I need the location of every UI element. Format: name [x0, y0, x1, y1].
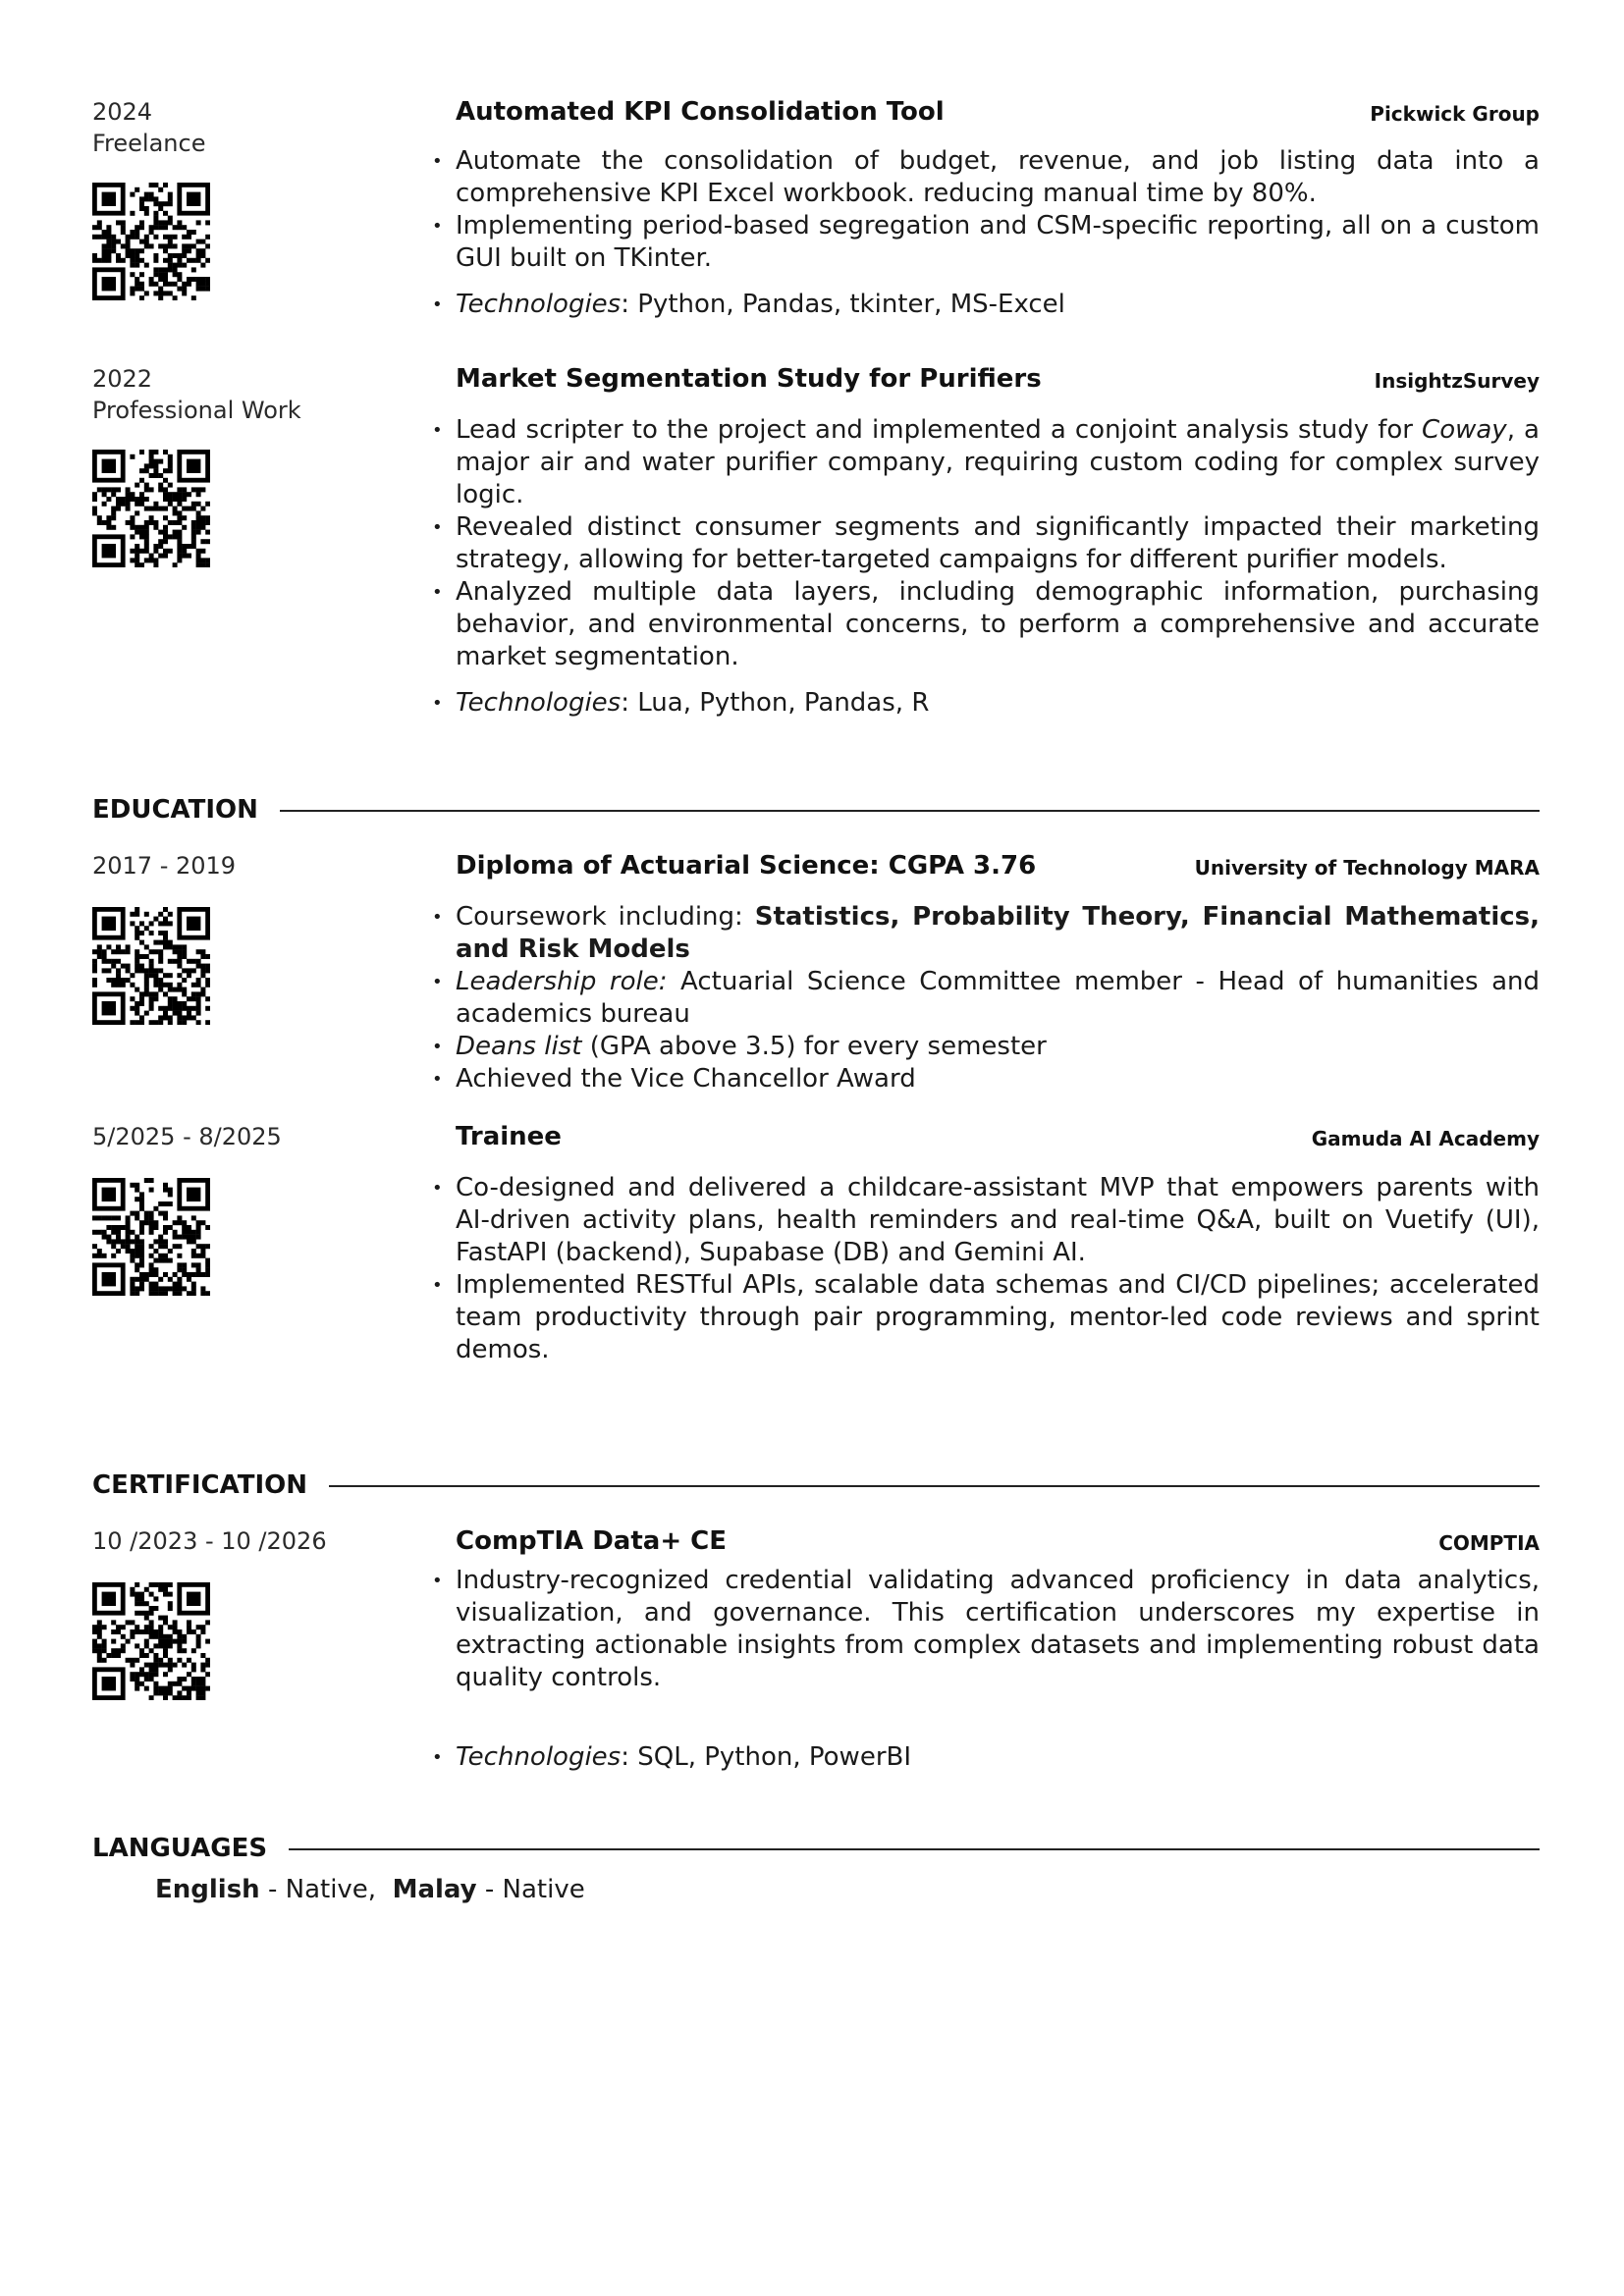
section-heading-certification [92, 1468, 1540, 1502]
deans-list-label: Deans list [456, 1032, 582, 1061]
experience-entry-kpi-tool [92, 96, 1540, 332]
entry-date-column [92, 850, 387, 881]
company-name: Coway [1422, 415, 1507, 445]
section-title: CERTIFICATION [92, 1468, 329, 1502]
bullet-item: • Industry-recognized credential validating advanced proficiency in data analytics, visualization, and governance. This certification underscores my expertise in extracting actionable insights from complex datasets and implementing robust data quality controls. [426, 1565, 1540, 1694]
qr-code-icon[interactable] [92, 1178, 210, 1296]
language-name: English [155, 1875, 260, 1904]
entry-title: Market Segmentation Study for Purifiers [456, 364, 1042, 394]
entry-bullet-list [426, 414, 1540, 720]
bullet-item: • Implementing period-based segregation and CSM-specific reporting, all on a custom GUI built on TKinter. [426, 210, 1540, 275]
section-heading-languages [92, 1832, 1540, 1865]
entry-organization: Pickwick Group [1370, 102, 1540, 126]
bullet-text: Actuarial Science Committee member - Head of humanities and academics bureau [456, 967, 1540, 1029]
section-divider [92, 1848, 1540, 1850]
entry-title: Diploma of Actuarial Science: CGPA 3.76 [456, 851, 1037, 881]
education-entry-trainee [92, 1121, 1540, 1376]
entry-organization: COMPTIA [1438, 1531, 1540, 1555]
bullet-item: • Co-designed and delivered a childcare-assistant MVP that empowers parents with AI-driven activity plans, health reminders and real-time Q&A, built on Vuetify (UI), FastAPI (backend), Supabase (DB) and Gemini AI. [426, 1172, 1540, 1269]
certification-entry-comptia [92, 1525, 1540, 1772]
entry-bullet-list [426, 1565, 1540, 1774]
qr-code-icon[interactable] [92, 907, 210, 1025]
entry-date-column [92, 1525, 387, 1557]
entry-type: Freelance [92, 130, 206, 157]
entry-organization: University of Technology MARA [1194, 856, 1540, 880]
technologies-list: : Lua, Python, Pandas, R [621, 688, 930, 718]
bullet-text: (GPA above 3.5) for every semester [581, 1032, 1047, 1061]
entry-title-row [456, 1525, 1540, 1559]
bullet-item-technologies [426, 687, 1540, 720]
language-level: - Native, [259, 1875, 377, 1904]
entry-date: 2024 [92, 98, 153, 126]
technologies-label: Technologies [456, 290, 622, 319]
coursework-subjects: Statistics, Probability Theory, Financial Mathematics, and Risk Models [456, 902, 1540, 964]
entry-organization: Gamuda AI Academy [1311, 1127, 1540, 1150]
languages-line [155, 1873, 585, 1906]
section-heading-education [92, 793, 1540, 827]
entry-date: 2017 - 2019 [92, 852, 237, 880]
bullet-item-technologies [426, 289, 1540, 321]
entry-date-column [92, 363, 387, 426]
entry-title-row [456, 96, 1540, 130]
entry-date-column [92, 96, 387, 159]
entry-title: Automated KPI Consolidation Tool [456, 97, 945, 127]
technologies-label: Technologies [456, 1742, 622, 1772]
technologies-label: Technologies [456, 688, 622, 718]
entry-bullet-list [426, 901, 1540, 1095]
section-divider [92, 810, 1540, 812]
entry-title: CompTIA Data+ CE [456, 1526, 728, 1556]
entry-date-column [92, 1121, 387, 1152]
bullet-item: • Implemented RESTful APIs, scalable data schemas and CI/CD pipelines; accelerated team productivity through pair programming, mentor-led code reviews and sprint demos. [426, 1269, 1540, 1366]
entry-title-row [456, 363, 1540, 397]
entry-date: 2022 [92, 365, 153, 393]
language-level: - Native [476, 1875, 585, 1904]
bullet-item: • Automate the consolidation of budget, revenue, and job listing data into a comprehensive KPI Excel workbook. reducing manual time by 80%. [426, 145, 1540, 210]
experience-entry-market-segmentation [92, 363, 1540, 718]
bullet-item: • Revealed distinct consumer segments and significantly impacted their marketing strategy, allowing for better-targeted campaigns for different purifier models. [426, 511, 1540, 576]
section-title: LANGUAGES [92, 1832, 289, 1865]
entry-date: 10 /2023 - 10 /2026 [92, 1527, 327, 1555]
bullet-item [426, 414, 1540, 511]
language-name: Malay [392, 1875, 477, 1904]
bullet-item: • Analyzed multiple data layers, including demographic information, purchasing behavior, and environmental concerns, to perform a comprehensive and accurate market segmentation. [426, 576, 1540, 673]
technologies-list: : SQL, Python, PowerBI [621, 1742, 912, 1772]
qr-code-icon[interactable] [92, 1582, 210, 1700]
entry-date: 5/2025 - 8/2025 [92, 1123, 282, 1150]
bullet-item-award: • Achieved the Vice Chancellor Award [426, 1063, 1540, 1095]
bullet-text: Lead scripter to the project and implemented a conjoint analysis study for [456, 415, 1423, 445]
entry-type: Professional Work [92, 397, 301, 424]
entry-title: Trainee [456, 1122, 562, 1151]
entry-title-row [456, 850, 1540, 883]
section-title: EDUCATION [92, 793, 280, 827]
entry-title-row [456, 1121, 1540, 1154]
bullet-item-coursework [426, 901, 1540, 966]
bullet-item-deans-list [426, 1031, 1540, 1063]
bullet-item-technologies [426, 1741, 1540, 1774]
entry-bullet-list [426, 1172, 1540, 1366]
entry-organization: InsightzSurvey [1374, 369, 1540, 393]
leadership-label: Leadership role: [456, 967, 668, 996]
bullet-text: Coursework including: [456, 902, 755, 932]
qr-code-icon[interactable] [92, 183, 210, 300]
education-entry-diploma [92, 850, 1540, 1105]
entry-bullet-list [426, 145, 1540, 321]
bullet-text: , a major air and water purifier company, requiring custom coding for complex survey logic. [456, 415, 1540, 509]
technologies-list: : Python, Pandas, tkinter, MS-Excel [621, 290, 1065, 319]
bullet-item-leadership [426, 966, 1540, 1031]
qr-code-icon[interactable] [92, 450, 210, 567]
